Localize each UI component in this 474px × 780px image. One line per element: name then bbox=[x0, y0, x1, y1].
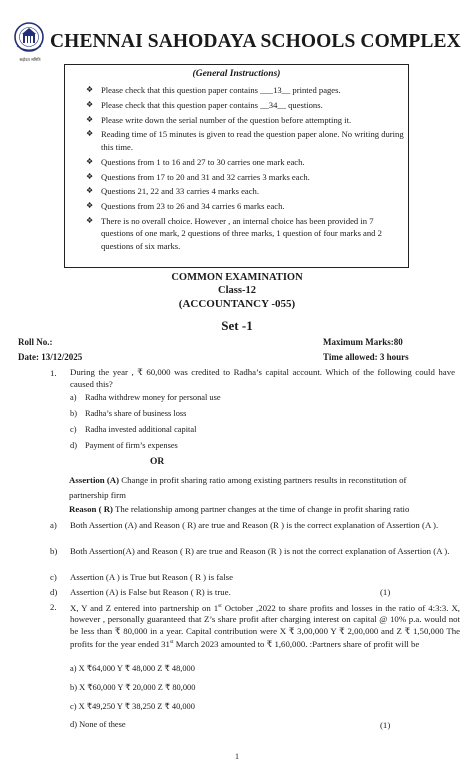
school-name: CHENNAI SAHODAYA SCHOOLS COMPLEX bbox=[50, 31, 461, 52]
question-number: 2. bbox=[50, 602, 57, 612]
class-label: Class-12 bbox=[218, 285, 256, 296]
option-text: a) X ₹64,000 Y ₹ 48,000 Z ₹ 48,000 bbox=[70, 664, 195, 673]
assertion-line bbox=[69, 475, 459, 487]
diamond-bullet-icon: ❖ bbox=[86, 99, 94, 109]
instruction-item: ❖ Questions from 1 to 16 and 27 to 30 carries one mark each. bbox=[86, 156, 305, 167]
option-text: b) X ₹60,000 Y ₹ 20,000 Z ₹ 80,000 bbox=[70, 683, 196, 692]
option-text: Payment of firm’s expenses bbox=[85, 441, 178, 450]
reason-line bbox=[69, 504, 469, 516]
diamond-bullet-icon: ❖ bbox=[86, 114, 94, 124]
instruction-item: ❖ Reading time of 15 minutes is given to read the question paper alone. No writing during this time. bbox=[86, 129, 404, 152]
roll-no-label: Roll No.: bbox=[18, 337, 53, 347]
instruction-item: ❖ Questions from 23 to 26 and 34 carries 6 marks each. bbox=[86, 201, 285, 212]
option-text: Both Assertion(A) and Reason ( R) are true and Reason (R ) is not the correct explanation of Assertion (A ). bbox=[70, 546, 450, 556]
school-logo bbox=[14, 22, 44, 60]
or-separator: OR bbox=[150, 457, 165, 467]
instructions-list bbox=[86, 84, 404, 255]
option-label: b) bbox=[70, 409, 77, 418]
option-text: c) X ₹49,250 Y ₹ 38,250 Z ₹ 40,000 bbox=[70, 702, 195, 711]
subject-label: (ACCOUNTANCY -055) bbox=[178, 298, 296, 310]
question-text: During the year , ₹ 60,000 was credited to Radha’s capital account. Which of the following could have caused this? bbox=[70, 367, 455, 389]
option-text: Radha’s share of business loss bbox=[85, 409, 187, 418]
set-label: Set -1 bbox=[221, 318, 253, 333]
instruction-item: ❖ Questions from 17 to 20 and 31 and 32 carries 3 marks each. bbox=[86, 171, 310, 182]
option-label: a) bbox=[50, 520, 57, 530]
page-number: 1 bbox=[235, 752, 239, 761]
diamond-bullet-icon: ❖ bbox=[86, 85, 94, 94]
logo-caption: सहोदय समिति bbox=[19, 57, 41, 62]
option-text: Assertion (A ) is True but Reason ( R ) is false bbox=[70, 572, 233, 582]
option-text: Radha withdrew money for personal use bbox=[85, 393, 221, 402]
time-allowed: Time allowed: 3 hours bbox=[323, 352, 409, 362]
marks-label: (1) bbox=[380, 587, 391, 597]
instruction-item: ❖ Please check that this question paper contains __34__ questions. bbox=[86, 99, 323, 110]
instructions-heading: (General Instructions) bbox=[192, 69, 281, 79]
option-label: d) bbox=[50, 587, 58, 597]
option-label: c) bbox=[70, 425, 77, 434]
instruction-item: ❖ Please write down the serial number of the question before attempting it. bbox=[86, 114, 352, 125]
reason-text: The relationship among partner changes at the time of change in profit sharing ratio bbox=[112, 504, 410, 514]
option-label: b) bbox=[50, 546, 58, 556]
assertion-text-cont: partnership firm bbox=[69, 490, 126, 500]
option-text: d) None of these bbox=[70, 720, 126, 729]
instruction-item: ❖ Questions 21, 22 and 33 carries 4 marks each. bbox=[86, 186, 259, 197]
question-text: X, Y and Z entered into partnership on 1st October ,2022 to share profits and losses in the ratio of 4:3:3. X, however , personally guaranteed that Z’s share profit after charging interest on capital @ 10% p.a. would not be less than ₹ 80,000 in a year. Capital contribution were X ₹ 3,00,000 Y ₹ 2,00,000 and Z ₹ 1,50,000 The profits for the year ended 31st March 2023 amounted to ₹ 1,60,000. :Partners share of profit will be bbox=[70, 602, 460, 650]
reason-label: Reason ( R) bbox=[69, 504, 113, 514]
assertion-label: Assertion (A) bbox=[69, 475, 120, 485]
instruction-item: ❖ There is no overall choice. However , an internal choice has been provided in 7 questions of one mark, 2 questions of three marks, 1 question of four marks and 2 questions of six marks. bbox=[86, 215, 382, 252]
exam-title: COMMON EXAMINATION bbox=[171, 272, 303, 283]
option-label: d) bbox=[70, 441, 77, 450]
option-text: Both Assertion (A) and Reason ( R) are true and Reason (R ) is the correct explanation of Assertion (A ). bbox=[70, 520, 439, 530]
instruction-item: ❖ Please check that this question paper contains ___13__ printed pages. bbox=[86, 85, 341, 95]
diamond-bullet-icon: ❖ bbox=[86, 186, 94, 196]
option-text: Assertion (A) is False but Reason ( R) is true. bbox=[70, 587, 231, 597]
diamond-bullet-icon: ❖ bbox=[86, 171, 94, 181]
diamond-bullet-icon: ❖ bbox=[86, 215, 94, 225]
option-text: Radha invested additional capital bbox=[85, 425, 197, 434]
question-number: 1. bbox=[50, 368, 57, 378]
option-label: c) bbox=[50, 572, 57, 582]
option-label: a) bbox=[70, 393, 77, 402]
max-marks-label: Maximum Marks:80 bbox=[323, 337, 403, 347]
diamond-bullet-icon: ❖ bbox=[86, 201, 94, 211]
diamond-bullet-icon: ❖ bbox=[86, 129, 94, 139]
marks-label: (1) bbox=[380, 720, 391, 730]
assertion-text: Change in profit sharing ratio among existing partners results in reconstitution of bbox=[119, 475, 407, 485]
exam-date: Date: 13/12/2025 bbox=[18, 352, 83, 362]
diamond-bullet-icon: ❖ bbox=[86, 156, 94, 166]
